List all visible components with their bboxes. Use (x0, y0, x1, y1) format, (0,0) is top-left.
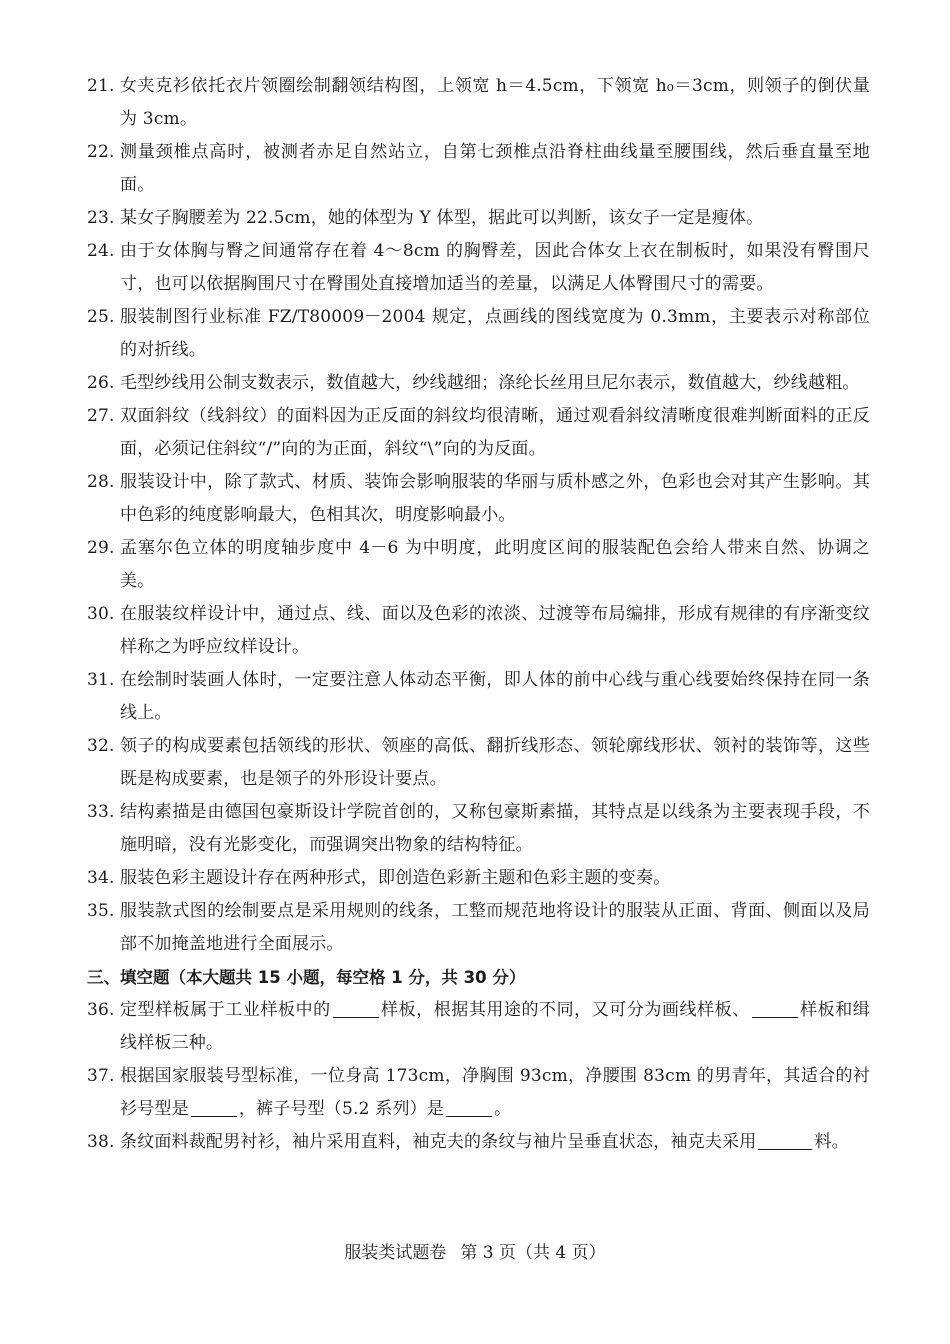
question-number: 25. (87, 307, 115, 327)
question-number: 29. (87, 538, 115, 558)
question-24 (80, 235, 870, 301)
question-32 (80, 730, 870, 796)
question-23 (80, 202, 870, 235)
question-25 (80, 301, 870, 367)
question-text: 料。 (814, 1132, 849, 1152)
question-number: 35. (87, 901, 115, 921)
question-27 (80, 400, 870, 466)
question-text: 服装制图行业标准 FZ/T80009－2004 规定，点画线的图线宽度为 0.3mm，主要表示对称部位的对折线。 (120, 307, 870, 360)
question-29 (80, 532, 870, 598)
section-title: 三、填空题（本大题共 15 小题，每空格 1 分，共 30 分） (87, 968, 526, 987)
question-number: 24. (87, 241, 115, 261)
answer-blank[interactable] (446, 1098, 492, 1117)
question-text: 根据国家服装号型标准，一位身高 173cm，净胸围 93cm，净腰围 83cm 的男青年，其适合的衬衫号型是 (120, 1066, 870, 1119)
question-text: 由于女体胸与臀之间通常存在着 4～8cm 的胸臀差，因此合体女上衣在制板时，如果没有臀围尺寸，也可以依据胸围尺寸在臀围处直接增加适当的差量，以满足人体臀围尺寸的需要。 (120, 241, 870, 294)
question-number: 27. (87, 406, 115, 426)
answer-blank[interactable] (333, 999, 379, 1018)
question-number: 33. (87, 802, 115, 822)
question-text: 孟塞尔色立体的明度轴步度中 4－6 为中明度，此明度区间的服装配色会给人带来自然、协调之美。 (120, 538, 870, 591)
question-text: 毛型纱线用公制支数表示，数值越大，纱线越细；涤纶长丝用旦尼尔表示，数值越大，纱线越粗。 (120, 373, 860, 393)
question-30 (80, 598, 870, 664)
page-footer (0, 1238, 950, 1263)
answer-blank[interactable] (758, 1131, 812, 1150)
question-text: 服装色彩主题设计存在两种形式，即创造色彩新主题和色彩主题的变奏。 (120, 868, 671, 888)
question-text: 样板和缉线样板三种。 (120, 1000, 870, 1053)
question-34 (80, 862, 870, 895)
question-text: 服装款式图的绘制要点是采用规则的线条，工整而规范地将设计的服装从正面、背面、侧面以及局部不加掩盖地进行全面展示。 (120, 901, 870, 954)
question-number: 21. (87, 76, 115, 96)
question-text: 测量颈椎点高时，被测者赤足自然站立，自第七颈椎点沿脊柱曲线量至腰围线，然后垂直量至地面。 (120, 142, 870, 195)
question-number: 32. (87, 736, 115, 756)
footer-page-number: 第 3 页（共 4 页） (460, 1243, 606, 1263)
question-text: 某女子胸腰差为 22.5cm，她的体型为 Y 体型，据此可以判断，该女子一定是瘦体。 (120, 208, 764, 228)
question-number: 36. (87, 1000, 115, 1020)
question-number: 28. (87, 472, 115, 492)
question-text: ，裤子号型（5.2 系列）是 (238, 1099, 445, 1119)
question-text: 服装设计中，除了款式、材质、装饰会影响服装的华丽与质朴感之外，色彩也会对其产生影响。其中色彩的纯度影响最大，色相其次，明度影响最小。 (120, 472, 870, 525)
question-text: 在绘制时装画人体时，一定要注意人体动态平衡，即人体的前中心线与重心线要始终保持在同一条线上。 (120, 670, 870, 723)
question-37 (80, 1060, 870, 1126)
footer-title: 服装类试题卷 (344, 1243, 447, 1263)
answer-blank[interactable] (752, 999, 798, 1018)
question-number: 31. (87, 670, 115, 690)
question-text: 在服装纹样设计中，通过点、线、面以及色彩的浓淡、过渡等布局编排，形成有规律的有序渐变纹样称之为呼应纹样设计。 (120, 604, 870, 657)
exam-content (80, 70, 870, 1159)
question-text: 女夹克衫依托衣片领圈绘制翻领结构图，上领宽 h＝4.5cm，下领宽 h₀＝3cm，则领子的倒伏量为 3cm。 (120, 76, 870, 129)
question-28 (80, 466, 870, 532)
answer-blank[interactable] (191, 1098, 237, 1117)
question-text: 。 (494, 1099, 512, 1119)
question-35 (80, 895, 870, 961)
question-31 (80, 664, 870, 730)
question-number: 26. (87, 373, 115, 393)
question-text: 条纹面料裁配男衬衫，袖片采用直料，袖克夫的条纹与袖片呈垂直状态，袖克夫采用 (120, 1132, 757, 1152)
question-38 (80, 1126, 870, 1159)
question-number: 23. (87, 208, 115, 228)
question-text: 领子的构成要素包括领线的形状、领座的高低、翻折线形态、领轮廓线形状、领衬的装饰等，这些既是构成要素，也是领子的外形设计要点。 (120, 736, 870, 789)
question-36 (80, 994, 870, 1060)
question-22 (80, 136, 870, 202)
question-text: 双面斜纹（线斜纹）的面料因为正反面的斜纹均很清晰，通过观看斜纹清晰度很难判断面料的正反面，必须记住斜纹“/”向的为正面，斜纹“\”向的为反面。 (120, 406, 870, 459)
question-number: 34. (87, 868, 115, 888)
question-21 (80, 70, 870, 136)
question-26 (80, 367, 870, 400)
question-number: 38. (87, 1132, 115, 1152)
question-text: 样板，根据其用途的不同，又可分为画线样板、 (380, 1000, 750, 1020)
question-text: 定型样板属于工业样板中的 (120, 1000, 331, 1020)
question-number: 37. (87, 1066, 115, 1086)
question-33 (80, 796, 870, 862)
question-number: 30. (87, 604, 115, 624)
question-text: 结构素描是由德国包豪斯设计学院首创的，又称包豪斯素描，其特点是以线条为主要表现手段，不施明暗，没有光影变化，而强调突出物象的结构特征。 (120, 802, 870, 855)
question-number: 22. (87, 142, 115, 162)
